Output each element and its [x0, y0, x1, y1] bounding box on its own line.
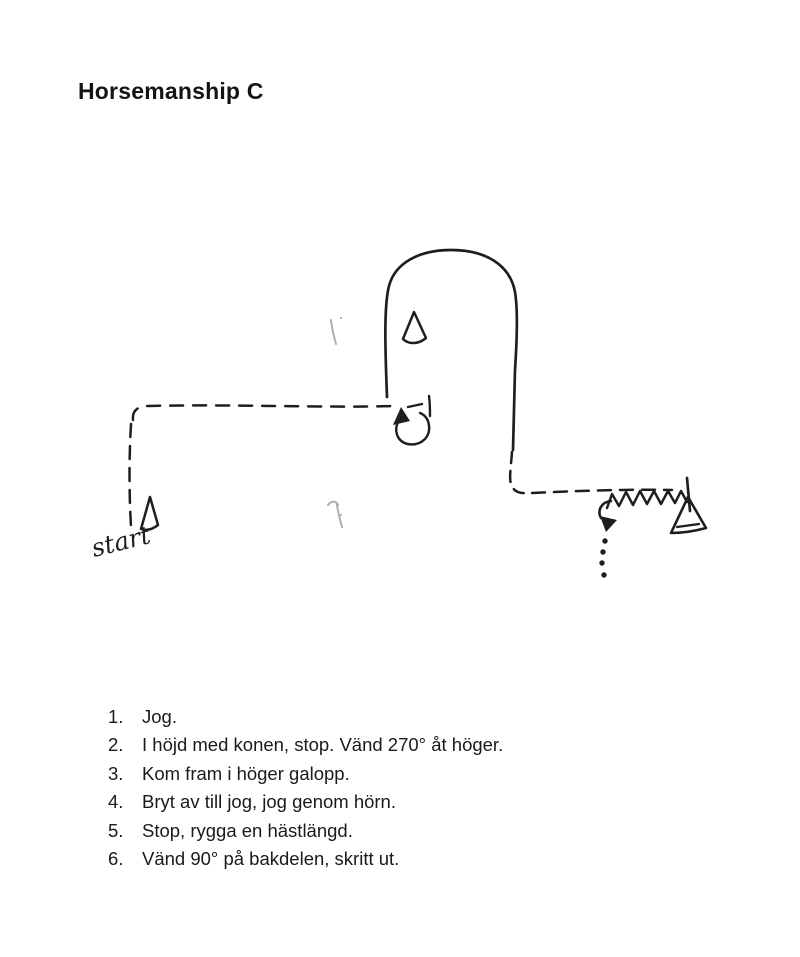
- instruction-number: 4.: [108, 791, 124, 813]
- instruction-item: [108, 731, 503, 759]
- instruction-number: 2.: [108, 734, 124, 756]
- instruction-text: Bryt av till jog, jog genom hörn.: [142, 791, 396, 813]
- instruction-text: Stop, rygga en hästlängd.: [142, 819, 353, 841]
- stray-pen-marks: [328, 317, 342, 527]
- course-diagram: [70, 240, 730, 590]
- instruction-item: [108, 817, 503, 845]
- instruction-number: 1.: [108, 706, 124, 727]
- start-label: start: [88, 520, 154, 563]
- instruction-item: [108, 845, 503, 873]
- turn-270-arrow: [393, 396, 430, 444]
- instruction-text: Jog.: [142, 706, 177, 727]
- instruction-number: 5.: [108, 819, 124, 841]
- instruction-item: [108, 703, 503, 731]
- instruction-number: 3.: [108, 762, 124, 784]
- corner-dashed-path: [510, 452, 672, 493]
- walk-out-dotted-path: [599, 538, 607, 577]
- instruction-text: I höjd med konen, stop. Vänd 270° åt höger.: [142, 734, 504, 756]
- back-up-zigzag: [607, 491, 687, 508]
- instruction-item: [108, 760, 503, 788]
- center-cone: [403, 312, 426, 343]
- instruction-item: [108, 788, 503, 816]
- start-vertical-dashed-path: [130, 424, 132, 527]
- end-cone: [671, 478, 706, 533]
- instruction-list: [108, 703, 503, 873]
- instruction-text: Kom fram i höger galopp.: [142, 762, 350, 784]
- jog-dashed-path: [133, 405, 394, 420]
- instruction-number: 6.: [108, 848, 124, 870]
- instruction-text: Vänd 90° på bakdelen, skritt ut.: [142, 848, 400, 870]
- page-title: Horsemanship C: [78, 78, 264, 104]
